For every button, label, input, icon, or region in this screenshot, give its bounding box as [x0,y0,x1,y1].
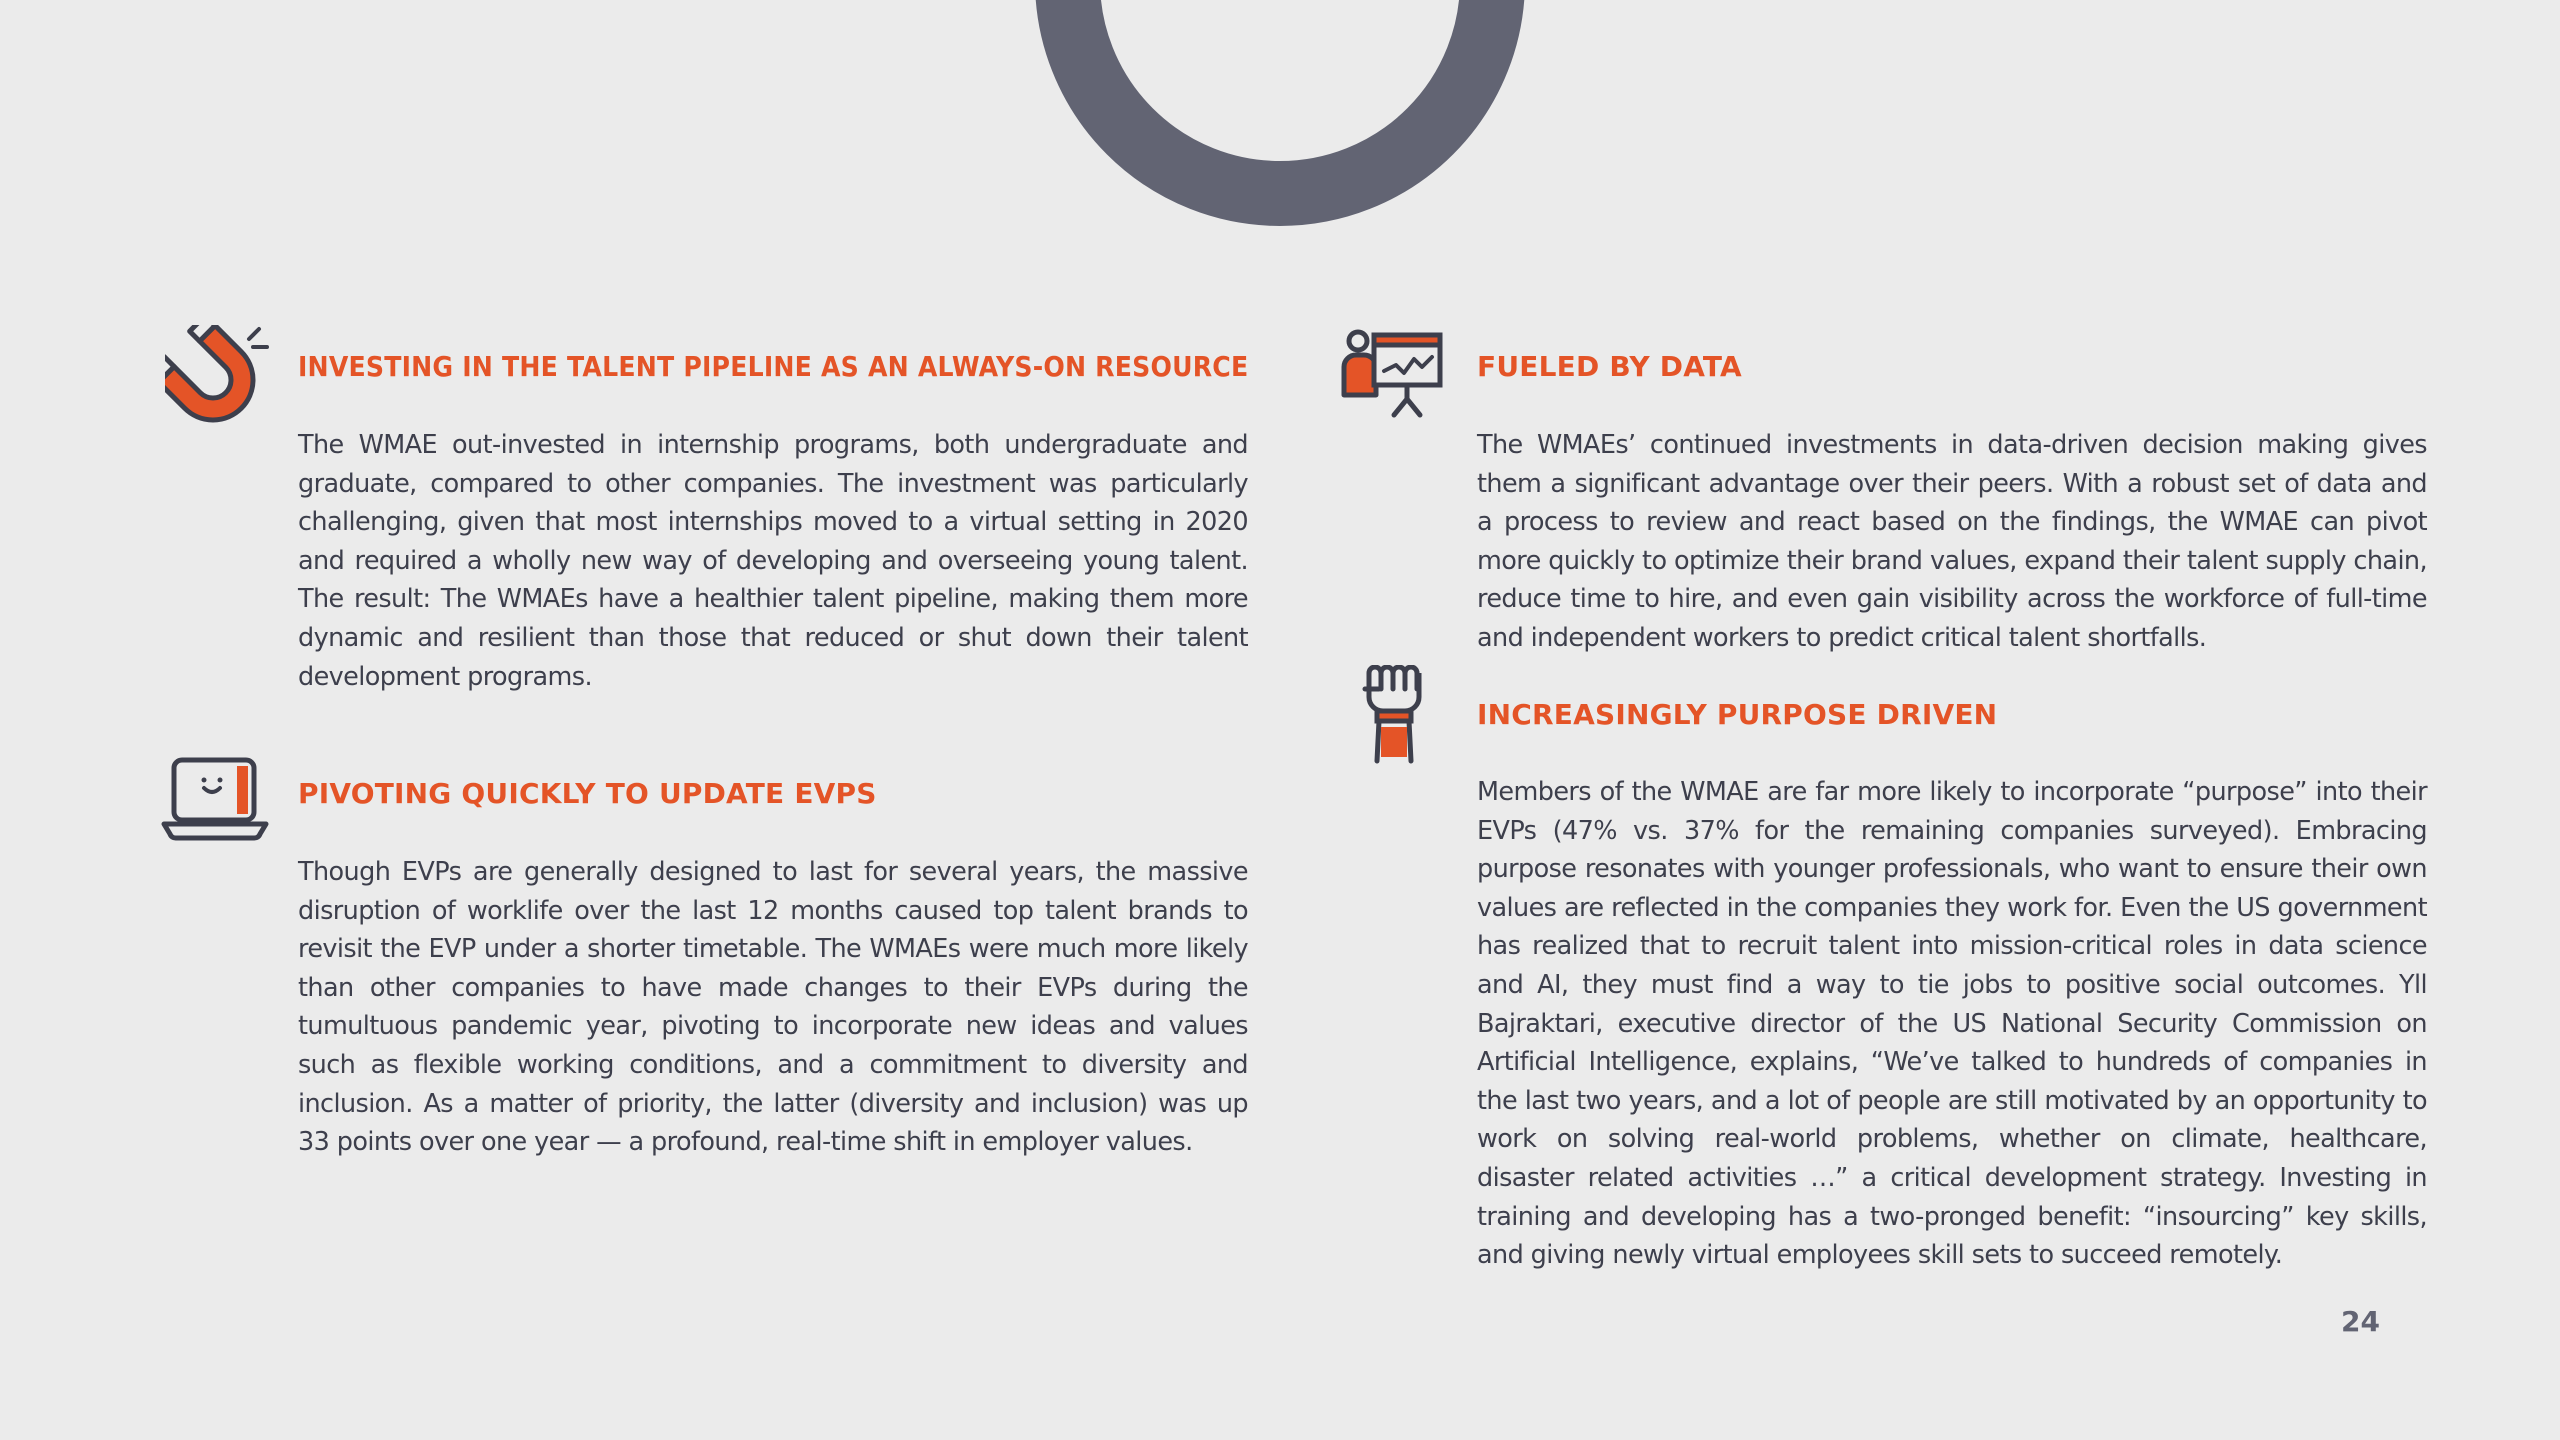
section-body-evps: Though EVPs are generally designed to last for several years, the massive disruption of worklife over the last 12 months caused top talent brands to revisit the EVP under a shorter timetable. The WMAEs were much more likely than other companies to have made changes to their EVPs during the tumultuous pandemic year, pivoting to incorporate new ideas and values such as flexible working conditions, and a commitment to diversity and inclusion. As a matter of priority, the latter (diversity and inclusion) was up 33 points over one year — a profound, real-time shift in employer values. [298,857,1248,1158]
section-body-data: The WMAEs’ continued investments in data-driven decision making gives them a significant advantage over their peers. With a robust set of data and a process to review and react based on the findings, the WMAE can pivot more quickly to optimize their brand values, expand their talent supply chain, reduce time to hire, and even gain visibility across the workforce of full-time and independent workers to predict critical talent shortfalls. [1477,430,2427,653]
section-title-purpose: INCREASINGLY PURPOSE DRIVEN [1477,698,1998,731]
section-body-talent-pipeline: The WMAE out-invested in internship programs, both undergraduate and graduate, compared to other companies. The investment was particularly challenging, given that most internships moved to a virtual setting in 2020 and required a wholly new way of developing and overseeing young talent. The result: The WMAEs have a healthier talent pipeline, making them more dynamic and resilient than those that reduced or shut down their talent development programs. [298,430,1248,692]
section-title-data: FUELED BY DATA [1477,350,1742,383]
page-number: 24 [2341,1305,2380,1338]
raised-fist-icon [1345,665,1455,765]
section-title-talent-pipeline: INVESTING IN THE TALENT PIPELINE AS AN ALWAYS-ON RESOURCE [298,350,1249,383]
section-title-evps: PIVOTING QUICKLY TO UPDATE EVPS [298,777,877,810]
decorative-ring [1035,0,1525,226]
section-body-purpose: Members of the WMAE are far more likely to incorporate “purpose” into their EVPs (47% vs. 37% for the remaining companies surveyed). Embracing purpose resonates with younger professionals, who want to ensure their own values are reflected in the companies they work for. Even the US government has realized that to recruit talent into mission-critical roles in data science and AI, they must find a way to tie jobs to positive social outcomes. Yll Bajraktari, executive director of the US National Security Commission on Artificial Intelligence, explains, “We’ve talked to hundreds of companies in the last two years, and a lot of people are still motivated by an opportunity to work on solving real-world problems, whether on climate, healthcare, disaster related activities …” a critical development strategy. Investing in training and developing has a two-pronged benefit: “insourcing” key skills, and giving newly virtual employees skill sets to succeed remotely. [1477,777,2427,1271]
presentation-icon [1338,325,1448,425]
magnet-icon [165,325,275,425]
laptop-icon [160,750,270,850]
